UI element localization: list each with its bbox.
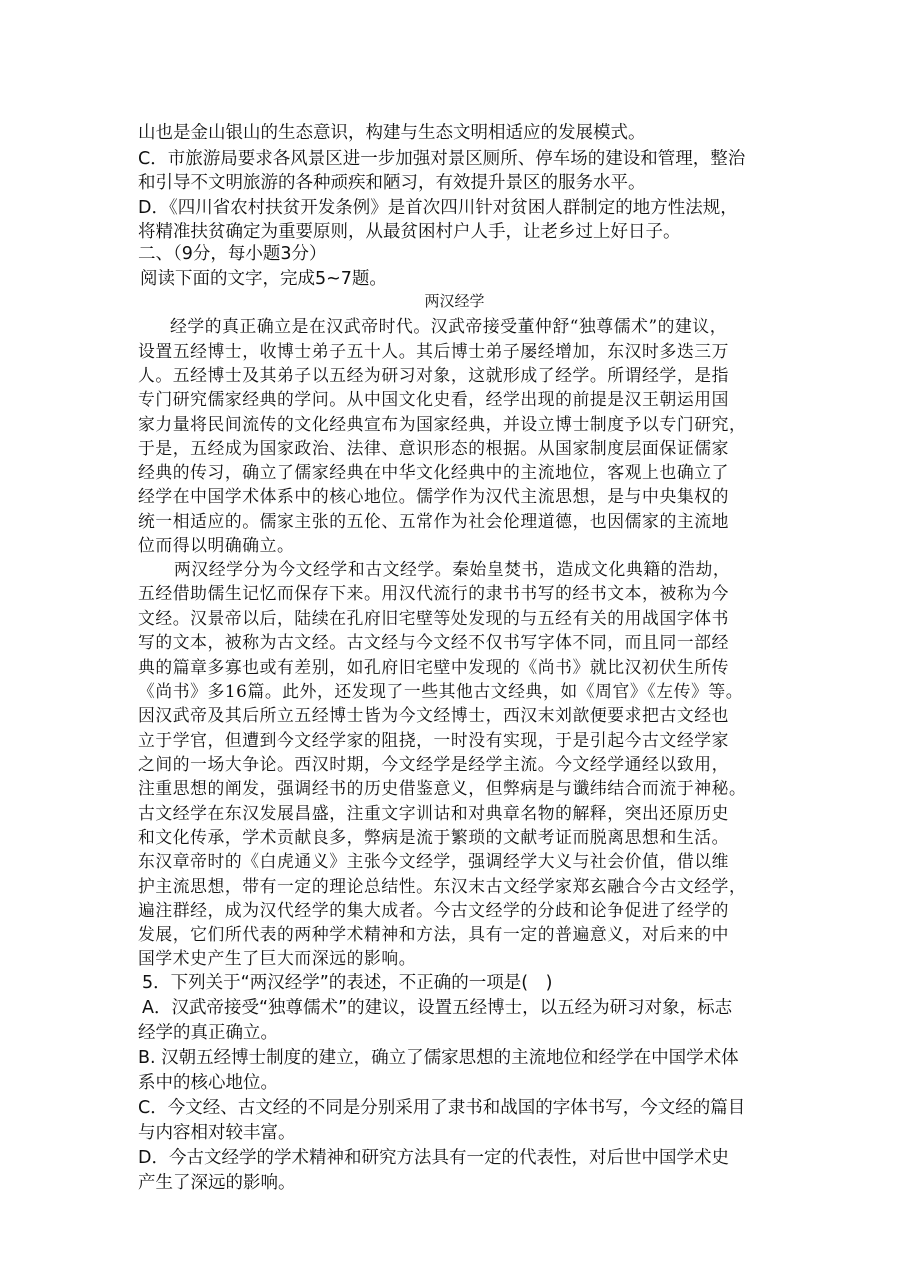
article-line: 发展，它们所代表的两种学术精神和方法，具有一定的普遍意义，对后来的中	[138, 924, 729, 944]
article-line: 写的文本，被称为古文经。古文经与今文经不仅书写字体不同，而且同一部经	[138, 632, 729, 652]
instruction: 阅读下面的文字，完成5~7题。	[140, 269, 387, 289]
article-line: 专门研究儒家经典的学问。从中国文化史看，经学出现的前提是汉王朝运用国	[138, 389, 729, 409]
question-option: A．汉武帝接受“独尊儒术”的建议，设置五经博士，以五经为研习对象，标志	[142, 998, 733, 1018]
article-line: 于是，五经成为国家政治、法律、意识形态的根据。从国家制度层面保证儒家	[138, 438, 729, 458]
article-line: 和文化传承，学术贡献良多，弊病是流于繁琐的文献考证而脱离思想和生活。	[138, 827, 729, 847]
article-line: 《尚书》多16篇。此外，还发现了一些其他古文经典，如《周官》《左传》等。	[138, 681, 744, 701]
question-stem: 5．下列关于“两汉经学”的表述，不正确的一项是( )	[142, 973, 553, 993]
article-line: 护主流思想，带有一定的理论总结性。东汉末古文经学家郑玄融合今古文经学，	[138, 876, 747, 896]
question-option: 系中的核心地位。	[138, 1073, 278, 1093]
text-line: 和引导不文明旅游的各种顽疾和陋习，有效提升景区的服务水平。	[138, 173, 646, 193]
article-line: 立于学官，但遭到今文经学家的阻挠，一时没有实现，于是引起今古文经学家	[138, 730, 729, 750]
article-line: 家力量将民间流传的文化经典宣布为国家经典，并设立博士制度予以专门研究，	[138, 414, 747, 434]
question-option: 产生了深远的影响。	[138, 1173, 296, 1193]
article-line: 经学的真正确立是在汉武帝时代。汉武帝接受董仲舒“独尊儒术”的建议，	[170, 316, 728, 336]
text-line: 山也是金山银山的生态意识，构建与生态文明相适应的发展模式。	[138, 123, 646, 143]
article-line: 位而得以明确确立。	[138, 535, 295, 555]
article-line: 经典的传习，确立了儒家经典在中华文化经典中的主流地位，客观上也确立了	[138, 462, 729, 482]
section-heading: 二、（9分，每小题3分）	[138, 244, 327, 264]
question-option: D．今古文经学的学术精神和研究方法具有一定的代表性，对后世中国学术史	[138, 1148, 729, 1168]
article-line: 典的篇章多寡也或有差别，如孔府旧宅壁中发现的《尚书》就比汉初伏生所传	[138, 657, 729, 677]
article-line: 统一相适应的。儒家主张的五伦、五常作为社会伦理道德，也因儒家的主流地	[138, 511, 729, 531]
question-option: B. 汉朝五经博士制度的建立，确立了儒家思想的主流地位和经学在中国学术体	[138, 1048, 739, 1068]
article-line: 人。五经博士及其弟子以五经为研习对象，这就形成了经学。所谓经学，是指	[138, 365, 729, 385]
article-title: 两汉经学	[424, 292, 485, 310]
article-line: 文经。汉景帝以后，陆续在孔府旧宅壁等处发现的与五经有关的用战国字体书	[138, 608, 729, 628]
article-line: 遍注群经，成为汉代经学的集大成者。今古文经学的分歧和论争促进了经学的	[138, 900, 729, 920]
question-option: 经学的真正确立。	[138, 1023, 278, 1043]
article-line: 古文经学在东汉发展昌盛，注重文字训诂和对典章名物的解释，突出还原历史	[138, 803, 729, 823]
article-line: 经学在中国学术体系中的核心地位。儒学作为汉代主流思想，是与中央集权的	[138, 486, 729, 506]
article-line: 五经借助儒生记忆而保存下来。用汉代流行的隶书书写的经书文本，被称为今	[138, 583, 729, 603]
article-line: 两汉经学分为今文经学和古文经学。秦始皇焚书，造成文化典籍的浩劫，	[174, 559, 731, 579]
article-line: 注重思想的阐发，强调经书的历史借鉴意义，但弊病是与谶纬结合而流于神秘。	[138, 778, 747, 798]
article-line: 设置五经博士，收博士弟子五十人。其后博士弟子屡经增加，东汉时多迭三万	[138, 341, 729, 361]
text-line: 将精准扶贫确定为重要原则，从最贫困村户人手，让老乡过上好日子。	[138, 222, 681, 242]
article-line: 东汉章帝时的《白虎通义》主张今文经学，强调经学大义与社会价值，借以维	[138, 851, 729, 871]
question-option: C．今文经、古文经的不同是分别采用了隶书和战国的字体书写，今文经的篇目	[138, 1098, 746, 1118]
question-option: 与内容相对较丰富。	[138, 1123, 296, 1143]
text-line: D．《四川省农村扶贫开发条例》是首次四川针对贫困人群制定的地方性法规，	[138, 198, 738, 218]
article-line: 国学术史产生了巨大而深远的影响。	[138, 948, 417, 968]
article-line: 之间的一场大争论。西汉时期，今文经学是经学主流。今文经学通经以致用，	[138, 754, 729, 774]
text-line: C．市旅游局要求各风景区进一步加强对景区厕所、停车场的建设和管理，整治	[138, 149, 746, 169]
article-line: 因汉武帝及其后所立五经博士皆为今文经博士，西汉末刘歆便要求把古文经也	[138, 705, 729, 725]
